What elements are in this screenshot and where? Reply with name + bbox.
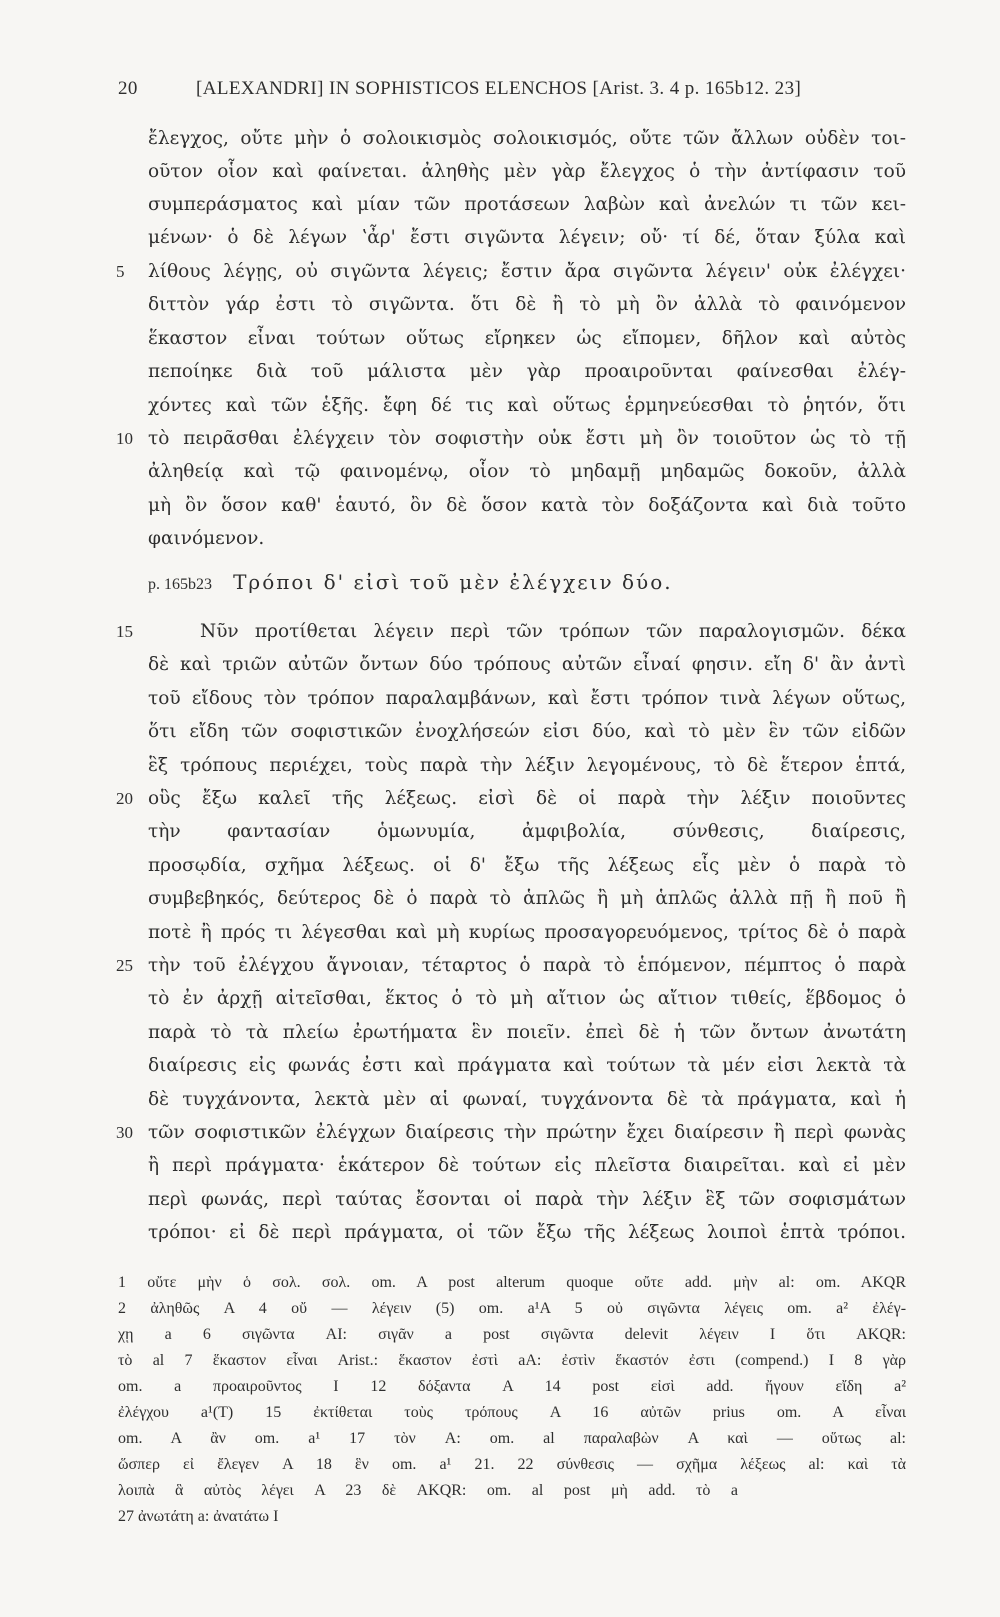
apparatus-entry: om. A	[118, 1430, 182, 1447]
apparatus-entry: post σιγῶντα delevit λέγειν I	[483, 1326, 776, 1343]
apparatus-entry: προαιροῦντος I	[212, 1378, 339, 1395]
text-line: ὅτι εἴδη τῶν σοφιστικῶν ἐνοχλήσεών εἰσι δύο, καὶ τὸ μὲν ἓν τῶν εἰδῶν	[148, 721, 906, 742]
text-line: τρόποι· εἰ δὲ περὶ πράγματα, οἱ τῶν ἔξω τῆς λέξεως λοιποὶ ἑπτὰ τρόποι.	[148, 1222, 906, 1243]
text-line: τὸ ἐν ἀρχῇ αἰτεῖσθαι, ἕκτος ὁ τὸ μὴ αἴτιον ὡς αἴτιον τιθείς, ἕβδομος ὁ	[148, 988, 906, 1009]
text-line: δὲ τυγχάνοντα, λεκτὰ μὲν αἱ φωναί, τυγχάνοντα δὲ τὰ πράγματα, καὶ ἡ	[148, 1089, 906, 1110]
apparatus-entry: ὥσπερ εἰ ἔλεγεν A	[118, 1456, 293, 1473]
text-line: περὶ φωνάς, περὶ ταύτας ἔσονται οἱ παρὰ τὴν λέξιν ἓξ τῶν σοφισμάτων	[148, 1189, 906, 1210]
text-line: μένων· ὁ δὲ λέγων ʽἆρ' ἔστι σιγῶντα λέγειν; οὔ· τί δέ, ὅταν ξύλα καὶ	[148, 227, 906, 248]
apparatus-entry: 6 σιγῶντα AI: σιγᾶν a	[202, 1326, 452, 1343]
text-line: ἔλεγχος, οὔτε μὴν ὁ σολοικισμὸς σολοικισμός, οὔτε τῶν ἄλλων οὐδὲν τοι-	[148, 128, 906, 149]
text-line: Νῦν προτίθεται λέγειν περὶ τῶν τρόπων τῶν παραλογισμῶν. δέκα	[200, 621, 906, 642]
line-number: 25	[116, 956, 133, 975]
text-line: χόντες καὶ τῶν ἑξῆς. ἔφη δέ τις καὶ οὕτως ἑρμηνεύεσθαι τὸ ῥητόν, ὅτι	[148, 395, 906, 416]
text-line: ἕκαστον εἶναι τούτων οὕτως εἴρηκεν ὡς εἴπομεν, δῆλον καὶ αὐτὸς	[148, 328, 906, 349]
text-line: διαίρεσις εἰς φωνάς ἐστι καὶ πράγματα καὶ τούτων τὰ μέν εἰσι λεκτὰ τὰ	[148, 1055, 906, 1076]
apparatus-entry: 18 ἓν om. a¹	[315, 1456, 452, 1473]
text-line: τὴν φαντασίαν ὁμωνυμία, ἀμφιβολία, σύνθεσις, διαίρεσις,	[148, 821, 906, 842]
apparatus-entry: καὶ τὰ	[847, 1456, 907, 1473]
apparatus-entry: ἂν om. a¹	[210, 1430, 321, 1447]
apparatus-entry: ἐλέγ-	[872, 1300, 907, 1317]
text-line: ἢ περὶ πράγματα· ἑκάτερον δὲ τούτων εἰς πλεῖστα διαιρεῖται. καὶ εἰ μὲν	[148, 1155, 906, 1176]
apparatus-entry: 7 ἕκαστον εἶναι Arist.: ἕκαστον ἐστὶ aA: ἐστὶν ἕκαστόν ἐστι (compend.) I	[184, 1352, 835, 1369]
apparatus-entry: 2 ἀληθῶς A	[118, 1300, 235, 1317]
apparatus-entry: 16 αὐτῶν prius om. A	[592, 1404, 844, 1421]
apparatus-line	[118, 1504, 906, 1530]
apparatus-entry: 15 ἐκτίθεται τοὺς τρόπους A	[265, 1404, 561, 1421]
apparatus-entry: λοιπὰ ἃ αὐτὸς λέγει A	[118, 1482, 325, 1499]
apparatus-entry: 1 οὔτε μὴν ὁ σολ. σολ. om. A	[118, 1274, 427, 1291]
apparatus-entry: post μὴ add. τὸ a	[563, 1482, 739, 1499]
apparatus-entry: 4 οὔ — λέγειν (5) om. a¹A	[258, 1300, 551, 1317]
apparatus-entry: τὸ al	[118, 1352, 165, 1369]
text-line: μὴ ὂν ὅσον καθ' ἑαυτό, ὂν δὲ ὅσον κατὰ τὸν δοξάζοντα καὶ διὰ τοῦτο	[148, 495, 906, 516]
text-line: ἓξ τρόπους περιέχει, τοὺς παρὰ τὴν λέξιν λεγομένους, τὸ δὲ ἕτερον ἑπτά,	[148, 755, 906, 776]
text-line: λίθους λέγῃς, οὐ σιγῶντα λέγεις; ἔστιν ἄρα σιγῶντα λέγειν' οὐκ ἐλέγχει·	[148, 261, 906, 282]
apparatus-line	[118, 1296, 906, 1322]
apparatus-line	[118, 1400, 906, 1426]
text-line: ποτὲ ἢ πρός τι λέγεσθαι καὶ μὴ κυρίως προσαγορευόμενος, τρίτος δὲ ὁ παρὰ	[148, 922, 906, 943]
apparatus-entry: om. a	[118, 1378, 182, 1395]
line-number: 20	[116, 789, 133, 808]
text-line: φαινόμενον.	[148, 528, 265, 549]
line-number: 5	[116, 262, 125, 281]
section-reference: p. 165b23	[148, 576, 212, 593]
text-line: παρὰ τὸ τὰ πλείω ἐρωτήματα ἓν ποιεῖν. ἐπεὶ δὲ ἡ τῶν ὄντων ἀνωτάτη	[148, 1022, 906, 1043]
running-title: [ALEXANDRI] IN SOPHISTICOS ELENCHOS [Arist. 3. 4 p. 165b12. 23]	[196, 78, 802, 99]
page-number: 20	[118, 78, 138, 99]
apparatus-entry: 5 οὐ σιγῶντα λέγεις om. a²	[574, 1300, 849, 1317]
apparatus-entry: καὶ — οὕτως al:	[727, 1430, 906, 1447]
apparatus-line	[118, 1348, 906, 1374]
apparatus-line	[118, 1270, 906, 1296]
apparatus-line	[118, 1374, 906, 1400]
apparatus-line	[118, 1322, 906, 1348]
text-line: συμπεράσματος καὶ μίαν τῶν προτάσεων λαβὼν καὶ ἀνελών τι τῶν κει-	[148, 194, 906, 215]
line-number: 10	[116, 429, 133, 448]
text-line: τὸ πειρᾶσθαι ἐλέγχειν τὸν σοφιστὴν οὐκ ἔστι μὴ ὂν τοιοῦτον ὡς τὸ τῇ	[148, 428, 906, 449]
apparatus-line	[118, 1478, 738, 1504]
apparatus-line	[118, 1452, 906, 1478]
text-line: τὴν τοῦ ἐλέγχου ἄγνοιαν, τέταρτος ὁ παρὰ τὸ ἑπόμενον, πέμπτος ὁ παρὰ	[148, 955, 906, 976]
text-line: τοῦ εἴδους τὸν τρόπον παραλαμβάνων, καὶ ἔστι τρόπον τινὰ λέγων οὕτως,	[148, 688, 906, 709]
apparatus-entry: 12 δόξαντα A	[370, 1378, 513, 1395]
apparatus-entry: 23 δὲ AKQR: om. al	[345, 1482, 544, 1499]
text-line: δὲ καὶ τριῶν αὐτῶν ὄντων δύο τρόπους αὐτῶν εἶναί φησιν. εἴη δ' ἂν ἀντὶ	[148, 654, 906, 675]
apparatus-entry: 21. 22 σύνθεσις — σχῆμα λέξεως al:	[474, 1456, 825, 1473]
text-line: πεποίηκε διὰ τοῦ μάλιστα μὲν γὰρ προαιροῦνται φαίνεσθαι ἐλέγ-	[148, 361, 906, 382]
apparatus-entry: post alterum quoque οὔτε add. μὴν al: om. AKQR	[448, 1274, 907, 1291]
text-line: συμβεβηκός, δεύτερος δὲ ὁ παρὰ τὸ ἁπλῶς ἢ μὴ ἁπλῶς ἀλλὰ πῇ ἢ ποῦ ἢ	[148, 888, 906, 909]
apparatus-entry: παραλαβὼν A	[583, 1430, 699, 1447]
text-line: οὓς ἔξω καλεῖ τῆς λέξεως. εἰσὶ δὲ οἱ παρὰ τὴν λέξιν ποιοῦντες	[148, 788, 906, 809]
apparatus-entry: 14 post εἰσὶ add. ἤγουν εἴδη a²	[544, 1378, 907, 1395]
apparatus-entry: 17 τὸν A: om. al	[349, 1430, 555, 1447]
apparatus-entry: 27 ἀνωτάτη a: ἀνατάτω I	[118, 1508, 279, 1525]
section-heading	[148, 565, 673, 599]
apparatus-entry: εἶναι	[875, 1404, 907, 1421]
text-line: προσῳδία, σχῆμα λέξεως. οἱ δ' ἔξω τῆς λέξεως εἷς μὲν ὁ παρὰ τὸ	[148, 855, 906, 876]
section-title: Τρόποι δ' εἰσὶ τοῦ μὲν ἐλέγχειν δύο.	[233, 570, 673, 594]
apparatus-entry: χῃ a	[118, 1326, 172, 1343]
text-line: ἀληθείᾳ καὶ τῷ φαινομένῳ, οἷον τὸ μηδαμῇ μηδαμῶς δοκοῦν, ἀλλὰ	[148, 461, 906, 482]
running-header	[118, 78, 880, 108]
text-line: διττὸν γάρ ἐστι τὸ σιγῶντα. ὅτι δὲ ἢ τὸ μὴ ὂν ἀλλὰ τὸ φαινόμενον	[148, 294, 906, 315]
text-line: τῶν σοφιστικῶν ἐλέγχων διαίρεσις τὴν πρώτην ἔχει διαίρεσιν ἢ περὶ φωνὰς	[148, 1122, 906, 1143]
line-number: 30	[116, 1123, 133, 1142]
apparatus-entry: ὅτι AKQR:	[806, 1326, 906, 1343]
line-number: 15	[116, 622, 133, 641]
apparatus-entry: ἐλέγχου a¹(T)	[118, 1404, 234, 1421]
apparatus-entry: 8 γὰρ	[854, 1352, 907, 1369]
text-line: οῦτον οἷον καὶ φαίνεται. ἀληθὴς μὲν γὰρ ἔλεγχος ὁ τὴν ἀντίφασιν τοῦ	[148, 161, 906, 182]
apparatus-line	[118, 1426, 906, 1452]
